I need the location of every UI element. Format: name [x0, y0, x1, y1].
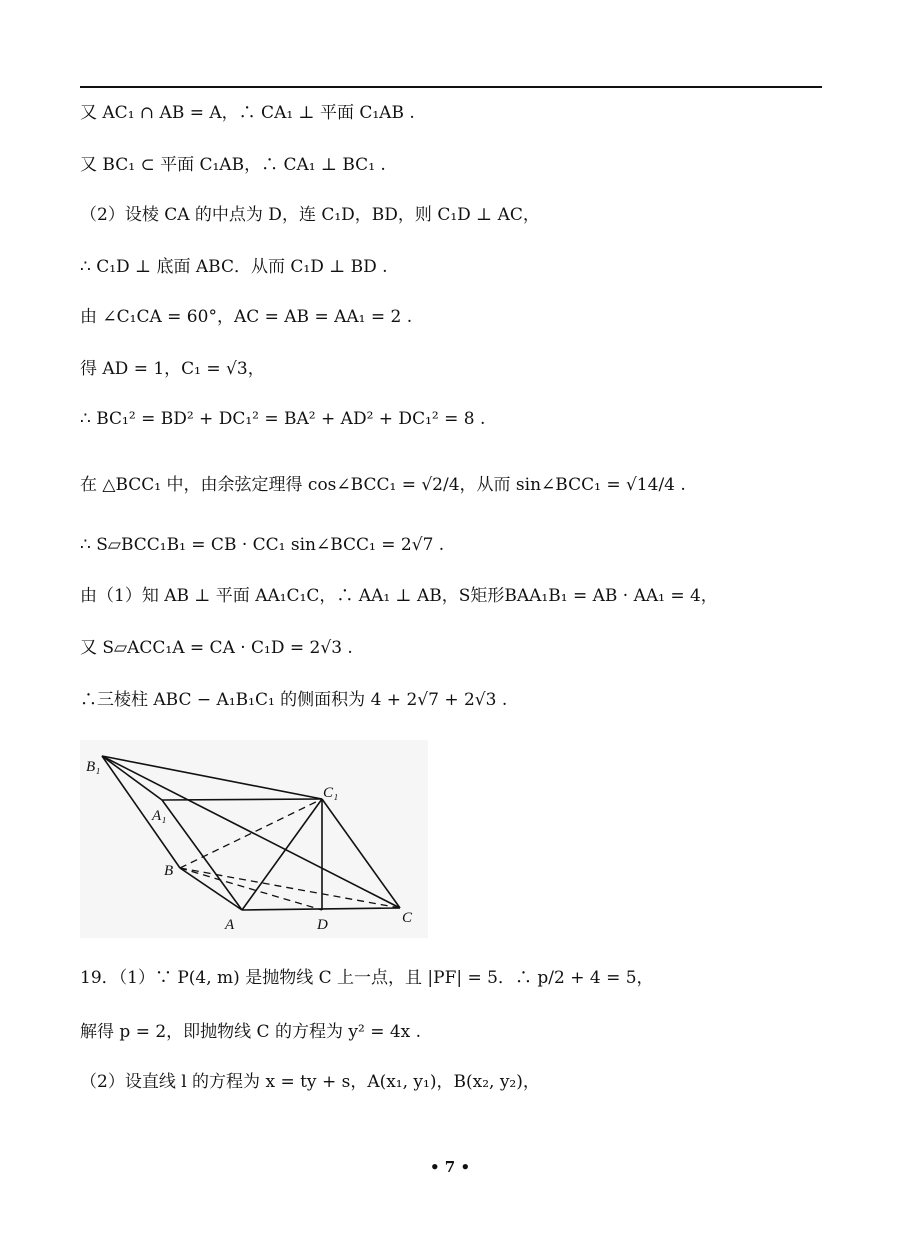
- text-line-11: 又 S▱ACC₁A = CA · C₁D = 2√3 .: [80, 638, 353, 658]
- text-line-9: ∴ S▱BCC₁B₁ = CB · CC₁ sin∠BCC₁ = 2√7 .: [80, 535, 445, 555]
- text-line-13: 19．（1）∵ P(4, m) 是抛物线 C 上一点，且 |PF| = 5．∴ p/2 + 4 = 5，: [80, 968, 654, 988]
- label-a: A: [225, 917, 235, 933]
- page-number: • 7 •: [429, 1158, 471, 1176]
- text-line-7: ∴ BC₁² = BD² + DC₁² = BA² + AD² + DC₁² = 8 .: [80, 409, 486, 429]
- edge-b-c-dashed: [180, 868, 400, 908]
- edge-b-a: [180, 868, 242, 910]
- label-b: B: [164, 863, 174, 879]
- label-b1: B₁: [86, 759, 101, 775]
- edge-c1-a: [242, 799, 322, 910]
- text-line-3: （2）设棱 CA 的中点为 D，连 C₁D，BD，则 C₁D ⊥ AC，: [80, 205, 540, 225]
- edge-a1-a: [162, 800, 242, 910]
- text-line-2: 又 BC₁ ⊂ 平面 C₁AB，∴ CA₁ ⊥ BC₁ .: [80, 155, 386, 175]
- header-rule: [80, 86, 822, 88]
- text-line-4: ∴ C₁D ⊥ 底面 ABC．从而 C₁D ⊥ BD .: [80, 257, 388, 277]
- label-c: C: [402, 910, 413, 926]
- text-line-6: 得 AD = 1，C₁ = √3，: [80, 359, 265, 379]
- text-line-12: ∴三棱柱 ABC − A₁B₁C₁ 的侧面积为 4 + 2√7 + 2√3 .: [80, 690, 508, 710]
- text-line-15: （2）设直线 l 的方程为 x = ty + s，A(x₁, y₁)，B(x₂, y₂)，: [80, 1072, 540, 1092]
- edge-c1-c: [322, 799, 400, 908]
- label-d: D: [317, 917, 328, 933]
- edge-a1-c1: [162, 799, 322, 800]
- edge-b1-c1: [102, 756, 322, 799]
- prism-figure: [80, 740, 428, 938]
- edge-b1-c: [102, 756, 400, 908]
- text-line-14: 解得 p = 2，即抛物线 C 的方程为 y² = 4x .: [80, 1022, 422, 1042]
- text-line-8: 在 △BCC₁ 中，由余弦定理得 cos∠BCC₁ = √2/4，从而 sin∠BCC₁ = √14/4 .: [80, 475, 686, 495]
- edge-b1-b: [102, 756, 180, 868]
- edge-b-d-dashed: [180, 868, 322, 910]
- text-line-10: 由（1）知 AB ⊥ 平面 AA₁C₁C，∴ AA₁ ⊥ AB，S矩形BAA₁B₁ = AB · AA₁ = 4，: [80, 586, 718, 606]
- label-a1: A₁: [152, 808, 167, 824]
- text-line-1: 又 AC₁ ∩ AB = A，∴ CA₁ ⊥ 平面 C₁AB .: [80, 103, 415, 123]
- text-line-5: 由 ∠C₁CA = 60°，AC = AB = AA₁ = 2 .: [80, 307, 413, 327]
- label-c1: C₁: [323, 785, 339, 801]
- prism-diagram: [80, 740, 428, 938]
